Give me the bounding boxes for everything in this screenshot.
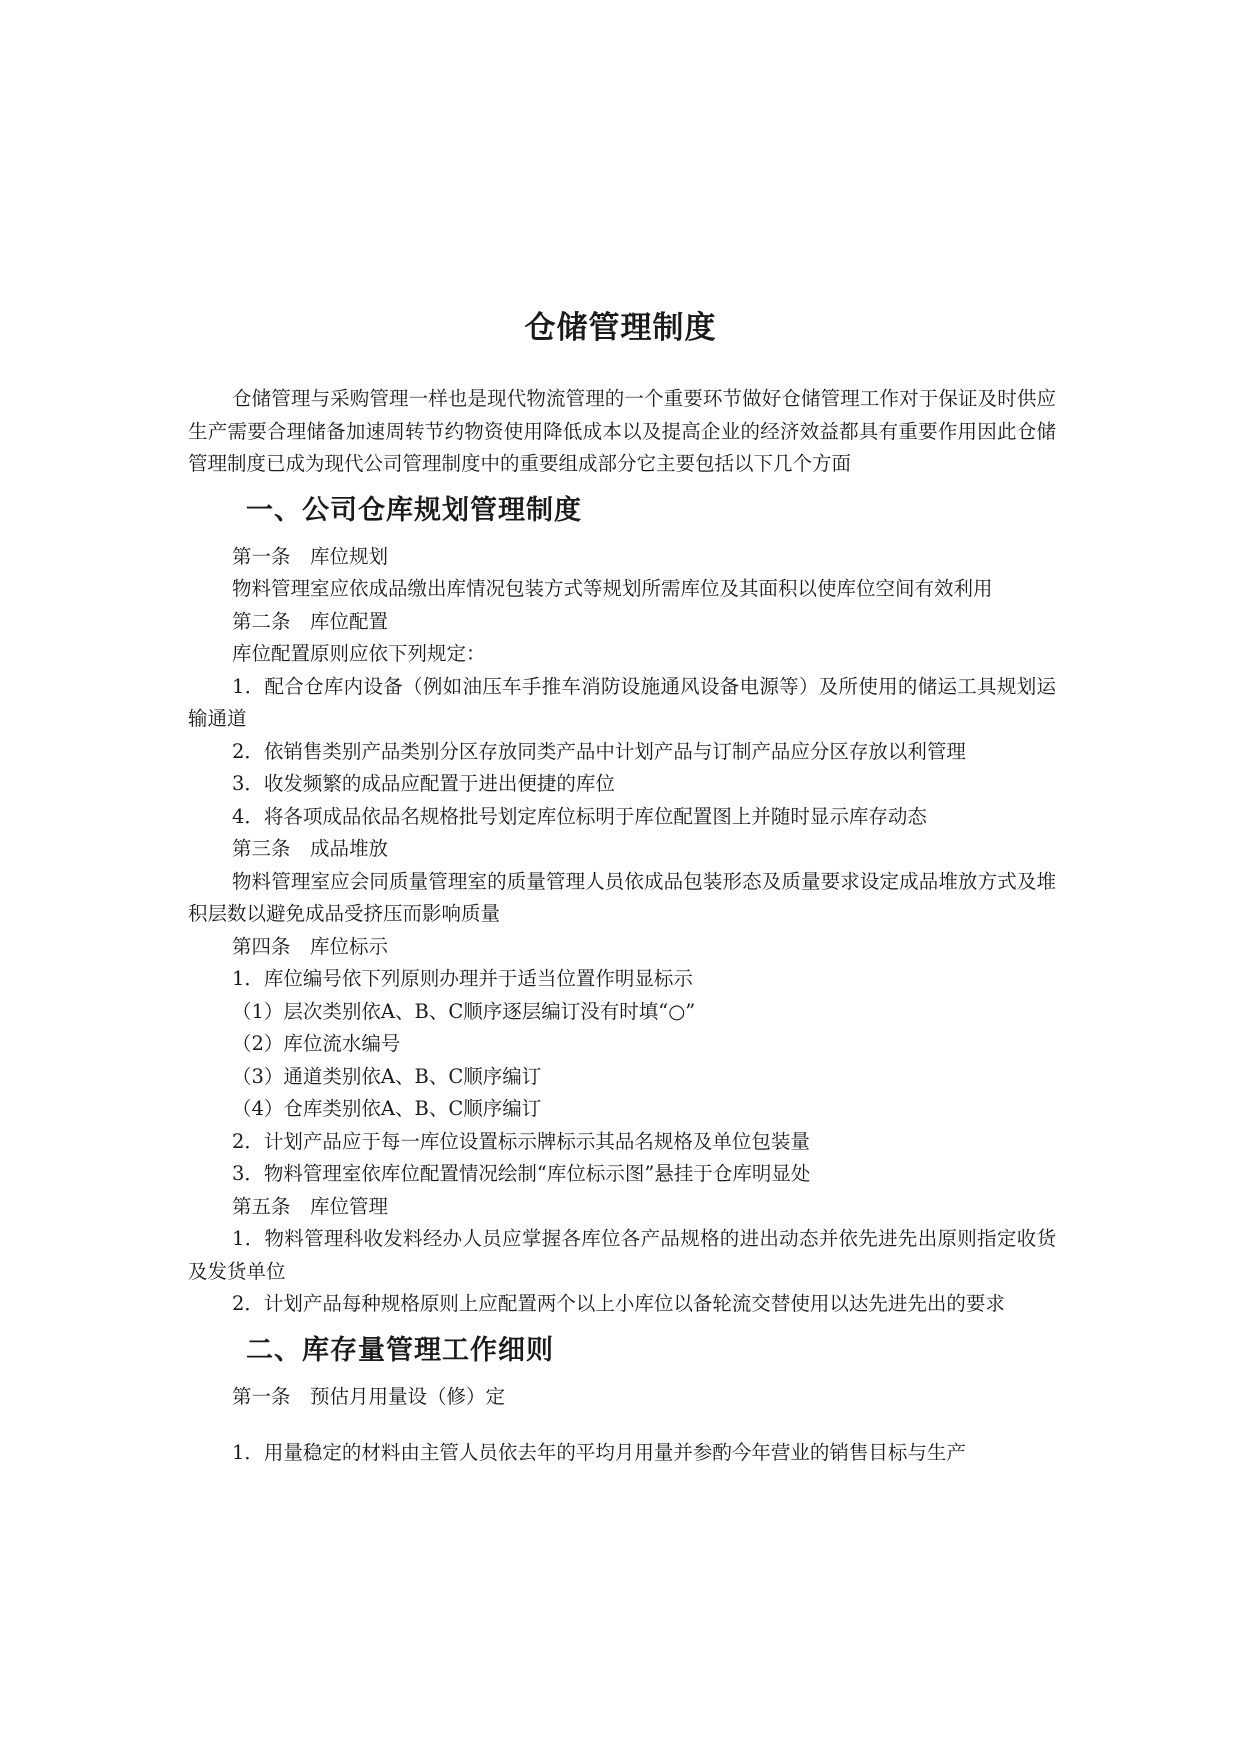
- article-4-item-2: 2．计划产品应于每一库位设置标示牌标示其品名规格及单位包装量: [232, 1129, 810, 1153]
- article-1-title: 第一条 库位规划: [232, 544, 389, 568]
- article-3-body: 物料管理室应会同质量管理室的质量管理人员依成品包装形态及质量要求设定成品堆放方式及堆积层数以避免成品受挤压而影响质量: [188, 869, 1056, 925]
- article-2-item-3: 3．收发频繁的成品应配置于进出便捷的库位: [232, 772, 615, 795]
- article-4-title: 第四条 库位标示: [232, 934, 389, 958]
- section-heading-warehouse-planning: 一、公司仓库规划管理制度: [246, 494, 582, 526]
- article-4-subitem-1: （1）层次类别依A、B、C顺序逐层编订没有时填“○”: [232, 999, 696, 1023]
- article-2-item-2: 2．依销售类别产品类别分区存放同类产品中计划产品与订制产品应分区存放以利管理: [232, 739, 966, 763]
- article-5-title: 第五条 库位管理: [232, 1194, 389, 1218]
- article-5-item-1: 1．物料管理科收发料经办人员应掌握各库位各产品规格的进出动态并依先进先出原则指定收货及发货单位: [188, 1227, 1056, 1283]
- document-title: 仓储管理制度: [524, 310, 717, 346]
- article-4-subitem-2: （2）库位流水编号: [232, 1032, 401, 1055]
- intro-paragraph: 仓储管理与采购管理一样也是现代物流管理的一个重要环节做好仓储管理工作对于保证及时供应生产需要合理储备加速周转节约物资使用降低成本以及提高企业的经济效益都具有重要作用因此仓储管理制度已成为现代公司管理制度中的重要组成部分它主要包括以下几个方面: [188, 387, 1056, 475]
- article-4-item-1: 1．库位编号依下列原则办理并于适当位置作明显标示: [232, 967, 693, 990]
- article-4-subitem-3: （3）通道类别依A、B、C顺序编订: [232, 1064, 542, 1088]
- article-4-subitem-4: （4）仓库类别依A、B、C顺序编订: [232, 1097, 542, 1120]
- section-heading-inventory-management: 二、库存量管理工作细则: [246, 1334, 554, 1366]
- article-4-item-3: 3．物料管理室依库位配置情况绘制“库位标示图”悬挂于仓库明显处: [232, 1162, 811, 1185]
- article-2-item-4: 4．将各项成品依品名规格批号划定库位标明于库位配置图上并随时显示库存动态: [232, 804, 927, 828]
- article-5-item-2: 2．计划产品每种规格原则上应配置两个以上小库位以备轮流交替使用以达先进先出的要求: [232, 1292, 1005, 1315]
- article-1-body: 物料管理室应依成品缴出库情况包装方式等规划所需库位及其面积以使库位空间有效利用: [232, 577, 993, 600]
- article-3-title: 第三条 成品堆放: [232, 837, 389, 860]
- s2-article-1-item-1: 1．用量稳定的材料由主管人员依去年的平均月用量并参酌今年营业的销售目标与生产: [232, 1441, 966, 1464]
- document-body: [188, 383, 1056, 1470]
- s2-article-1-title: 第一条 预估月用量设（修）定: [232, 1384, 506, 1408]
- article-2-title: 第二条 库位配置: [232, 609, 389, 633]
- spacer: [188, 1413, 1056, 1437]
- article-2-intro: 库位配置原则应依下列规定：: [232, 642, 486, 665]
- article-2-item-1: 1．配合仓库内设备（例如油压车手推车消防设施通风设备电源等）及所使用的储运工具规划运输通道: [188, 674, 1056, 730]
